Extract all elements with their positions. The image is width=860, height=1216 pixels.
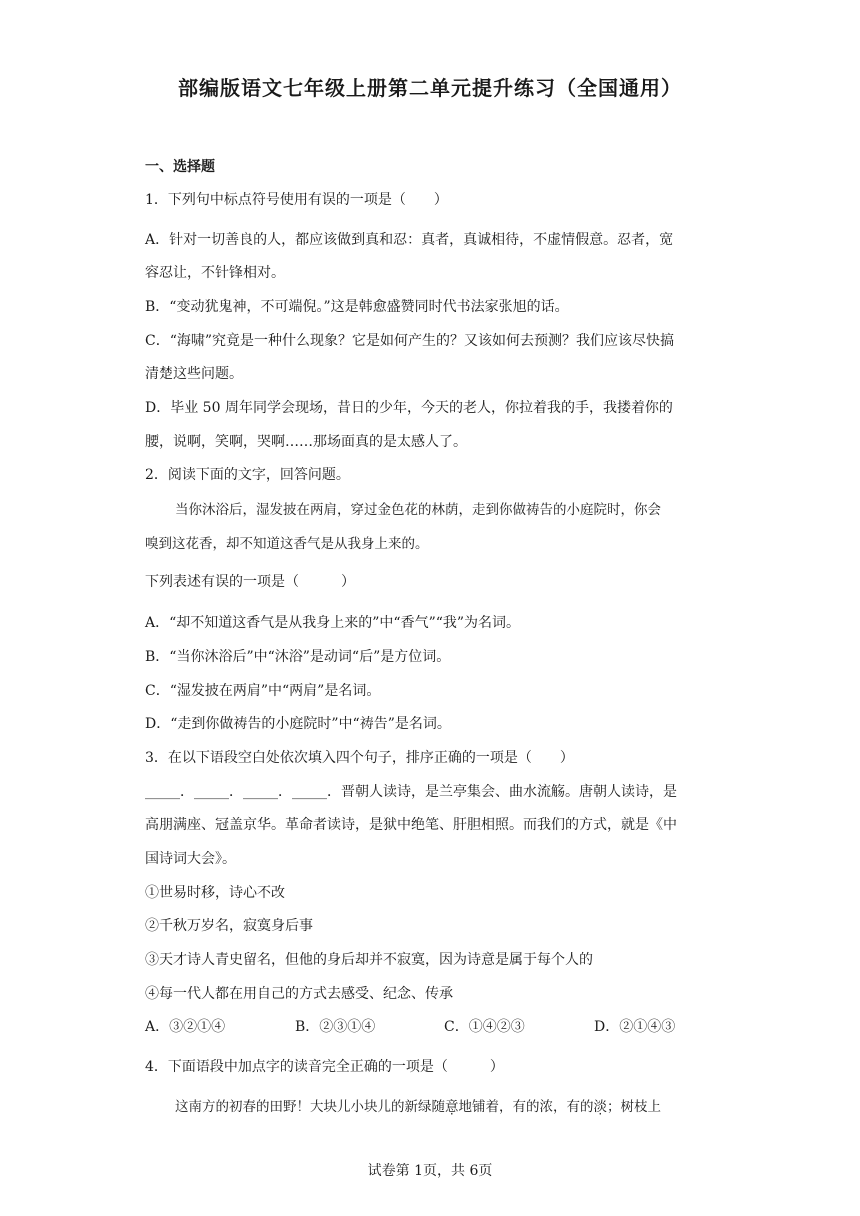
- q1-option-d-cont: 腰，说啊，笑啊，哭啊……那场面真的是太感人了。: [145, 434, 467, 450]
- dotted-char-1: 意: [445, 1099, 459, 1115]
- dotted-char-2: 淡: [593, 1099, 607, 1115]
- q4-stem: 4．下面语段中加点字的读音完全正确的一项是（ ）: [145, 1059, 504, 1075]
- q1-option-a-cont: 容忍让，不针锋相对。: [145, 265, 285, 281]
- section-heading: 一、选择题: [145, 159, 215, 175]
- page-title: 部编版语文七年级上册第二单元提升练习（全国通用）: [178, 76, 682, 100]
- q3-sentence-1: ①世易时移，诗心不改: [145, 885, 285, 901]
- q1-option-b: B．“变动犹鬼神，不可端倪。”这是韩愈盛赞同时代书法家张旭的话。: [145, 299, 569, 315]
- q2-option-d: D．“走到你做祷告的小庭院时”中“祷告”是名词。: [145, 716, 451, 732]
- q2-option-a: A．“却不知道这香气是从我身上来的”中“香气”“我”为名词。: [145, 615, 521, 631]
- q3-option-d: D．②①④③: [594, 1019, 676, 1035]
- q2-passage-line1: 当你沐浴后，湿发披在两肩，穿过金色花的林荫，走到你做祷告的小庭院时，你会: [175, 502, 661, 518]
- q2-option-c: C．“湿发披在两肩”中“两肩”是名词。: [145, 683, 381, 699]
- q2-stem: 2．阅读下面的文字，回答问题。: [145, 467, 350, 483]
- q2-passage-line2: 嗅到这花香，却不知道这香气是从我身上来的。: [145, 536, 429, 552]
- q4-passage-line1: [175, 1097, 661, 1117]
- q1-stem: 1．下列句中标点符号使用有误的一项是（ ）: [145, 192, 448, 208]
- q4-passage-text: 这南方的初春的田野！大块儿小块儿的新绿随: [175, 1099, 445, 1115]
- q3-paragraph-line3: 国诗词大会》。: [145, 851, 236, 867]
- q3-sentence-2: ②千秋万岁名，寂寞身后事: [145, 918, 313, 934]
- q1-option-c-cont: 清楚这些问题。: [145, 366, 243, 382]
- q4-passage-text: 地铺着，有的浓，有的: [458, 1099, 594, 1115]
- q3-sentence-4: ④每一代人都在用自己的方式去感受、纪念、传承: [145, 986, 453, 1002]
- q2-ask: 下列表述有误的一项是（ ）: [145, 574, 355, 590]
- q2-option-b: B．“当你沐浴后”中“沐浴”是动词“后”是方位词。: [145, 649, 451, 665]
- q3-sentence-3: ③天才诗人青史留名，但他的身后却并不寂寞，因为诗意是属于每个人的: [145, 952, 593, 968]
- q3-option-a: A．③②①④: [145, 1019, 226, 1035]
- q4-passage-text: ；树枝上: [607, 1099, 661, 1115]
- q1-option-a: A．针对一切善良的人，都应该做到真和忍：真者，真诚相待，不虚情假意。忍者，宽: [145, 232, 674, 248]
- q1-option-c: C．“海啸”究竟是一种什么现象？它是如何产生的？又该如何去预测？我们应该尽快搞: [145, 333, 675, 349]
- q3-paragraph-line1: _____．_____．_____．_____．晋朝人读诗，是兰亭集会、曲水流觞。唐朝人读诗，是: [145, 784, 677, 800]
- q1-option-d: D．毕业 50 周年同学会现场，昔日的少年，今天的老人，你拉着我的手，我搂着你的: [145, 400, 673, 416]
- q3-option-c: C．①④②③: [444, 1019, 525, 1035]
- q3-option-b: B．②③①④: [295, 1019, 376, 1035]
- q3-stem: 3．在以下语段空白处依次填入四个句子，排序正确的一项是（ ）: [145, 750, 574, 766]
- page-footer: 试卷第 1页，共 6页: [367, 1163, 493, 1179]
- q3-paragraph-line2: 高朋满座、冠盖京华。革命者读诗，是狱中绝笔、肝胆相照。而我们的方式，就是《中: [145, 817, 677, 833]
